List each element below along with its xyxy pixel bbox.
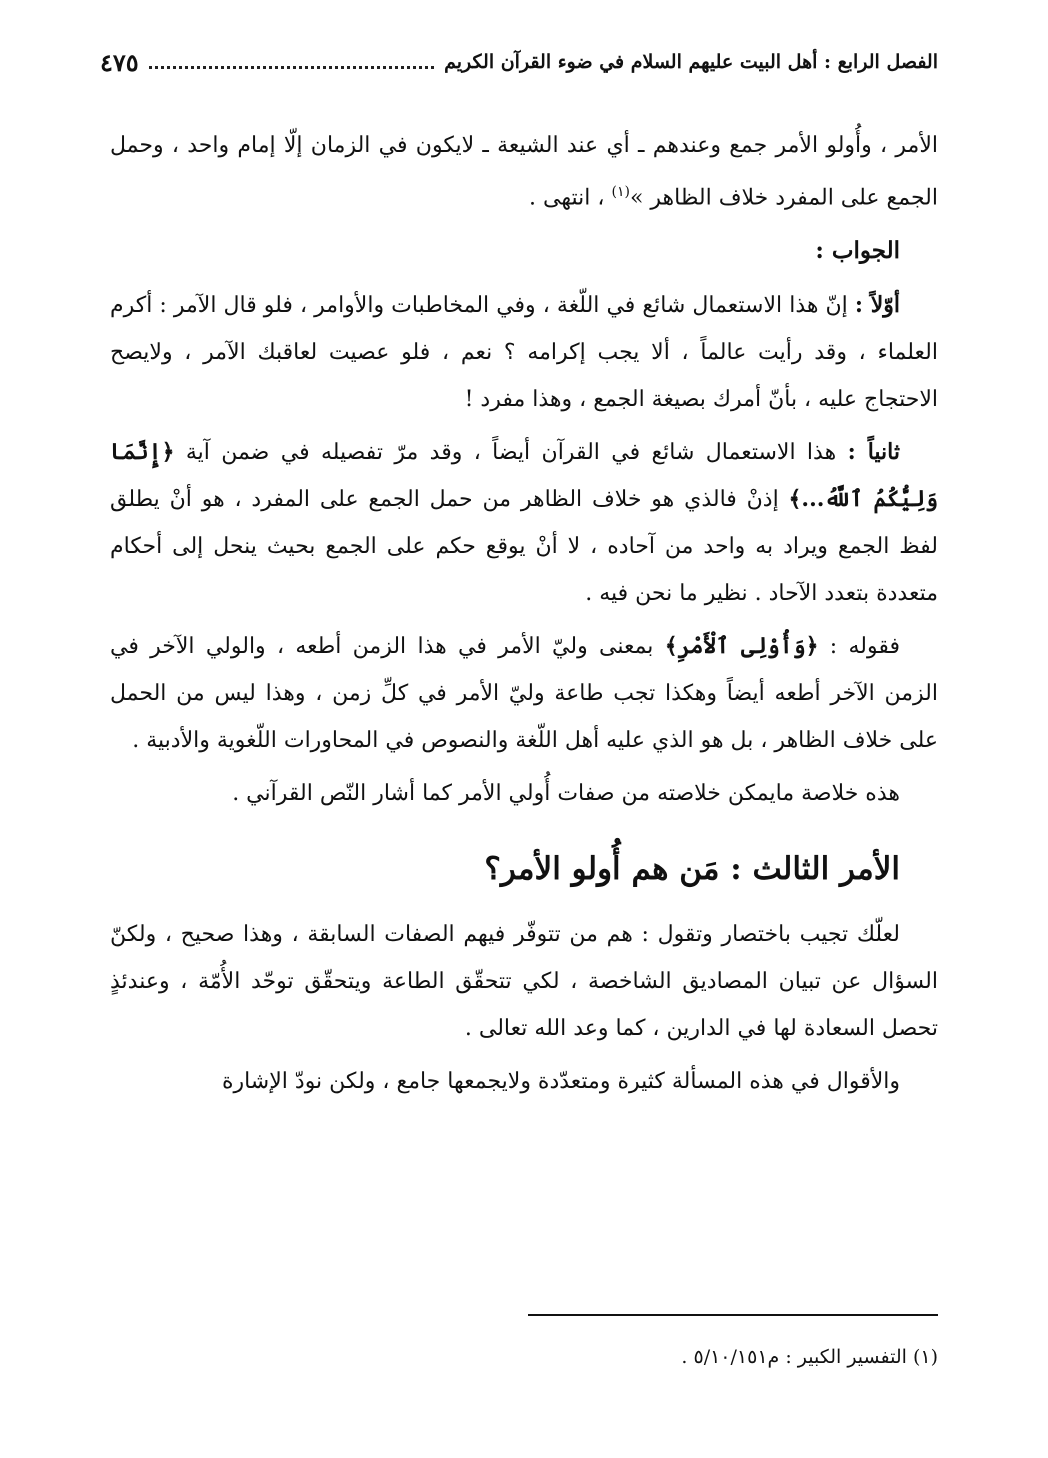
paragraph-first-point xyxy=(110,282,938,423)
quran-verse: ﴿إِنَّمَا وَلِيُّكُمُ ٱللَّهُ...﴾ xyxy=(110,439,938,513)
second-point-text: هذا الاستعمال شائع في القرآن أيضاً ، وقد مرّ تفصيله في ضمن آية xyxy=(185,440,837,466)
answer-heading: الجواب : xyxy=(815,237,900,265)
section-title: الأمر الثالث : مَن هم أُولو الأمر؟ xyxy=(484,851,900,888)
footnote: (١) التفسير الكبير : م٥/١٠/١٥١ . xyxy=(681,1346,938,1368)
page-number: ٤٧٥ xyxy=(100,47,139,77)
qawluh-text: بمعنى وليّ الأمر في هذا الزمن أطعه ، والولي الآخر في الزمن الآخر أطعه أيضاً وهكذا تجب طاعة وليّ الأمر في كلِّ زمن ، وهذا ليس من الحمل على خلاف الظاهر ، بل هو الذي عليه أهل اللّغة والنصوص في المحاورات اللّغوية والأدبية . xyxy=(110,634,938,754)
running-header xyxy=(100,42,938,82)
first-point-lead: أوّلاً : xyxy=(854,292,900,319)
paragraph-answer-intro: لعلّك تجيب باختصار وتقول : هم من تتوفّر فيهم الصفات السابقة ، وهذا صحيح ، ولكنّ السؤال عن تبيان المصاديق الشاخصة ، لكي تتحقّق الطاعة ويتحقّق توحّد الأُمّة ، وعندئذٍ تحصل السعادة لها في الدارين ، كما وعد الله تعالى . xyxy=(110,922,938,1042)
paragraph-qawluh xyxy=(110,623,938,764)
quran-verse: ﴿وَأُوْلِى ٱلْأَمْرِ﴾ xyxy=(664,633,819,660)
footnote-ref: (١) xyxy=(611,184,630,200)
paragraph-summary: هذه خلاصة مايمكن خلاصته من صفات أُولي الأمر كما أشار النّص القرآني . xyxy=(232,781,900,807)
paragraph-text: الأمر ، وأُولو الأمر جمع وعندهم ـ أي عند الشيعة ـ لايكون في الزمان إلّا إمام واحد ، وحمل الجمع على المفرد خلاف الظاهر » xyxy=(110,133,938,211)
second-point-text-continued: إذنْ فالذي هو خلاف الظاهر من حمل الجمع على المفرد ، هو أنْ يطلق لفظ الجمع ويراد به واحد من آحاده ، لا أنْ يوقع حكم على الجمع بحيث ينحل إلى أحكام متعددة بتعدد الآحاد . نظير ما نحن فيه . xyxy=(110,487,938,607)
paragraph-end: ، انتهى . xyxy=(529,185,605,211)
header-leader-dots xyxy=(149,56,434,69)
paragraph-continuation xyxy=(110,122,938,221)
paragraph-opinions: والأقوال في هذه المسألة كثيرة ومتعدّدة ولايجمعها جامع ، ولكن نودّ الإشارة xyxy=(221,1069,900,1095)
second-point-lead: ثانياً : xyxy=(847,439,901,466)
footnote-separator xyxy=(528,1314,938,1316)
main-text xyxy=(110,122,938,1111)
first-point-text: إنّ هذا الاستعمال شائع في اللّغة ، وفي المخاطبات والأوامر ، فلو قال الآمر : أكرم العلماء ، وقد رأيت عالماً ، ألا يجب إكرامه ؟ نعم ، فلو عصيت لعاقبك الآمر ، ولايصح الاحتجاج عليه ، بأنّ أمرك بصيغة الجمع ، وهذا مفرد ! xyxy=(110,293,938,413)
chapter-title: الفصل الرابع : أهل البيت عليهم السلام في ضوء القرآن الكريم xyxy=(444,51,938,73)
qawluh-start: فقوله : xyxy=(829,634,900,660)
paragraph-second-point xyxy=(110,429,938,617)
